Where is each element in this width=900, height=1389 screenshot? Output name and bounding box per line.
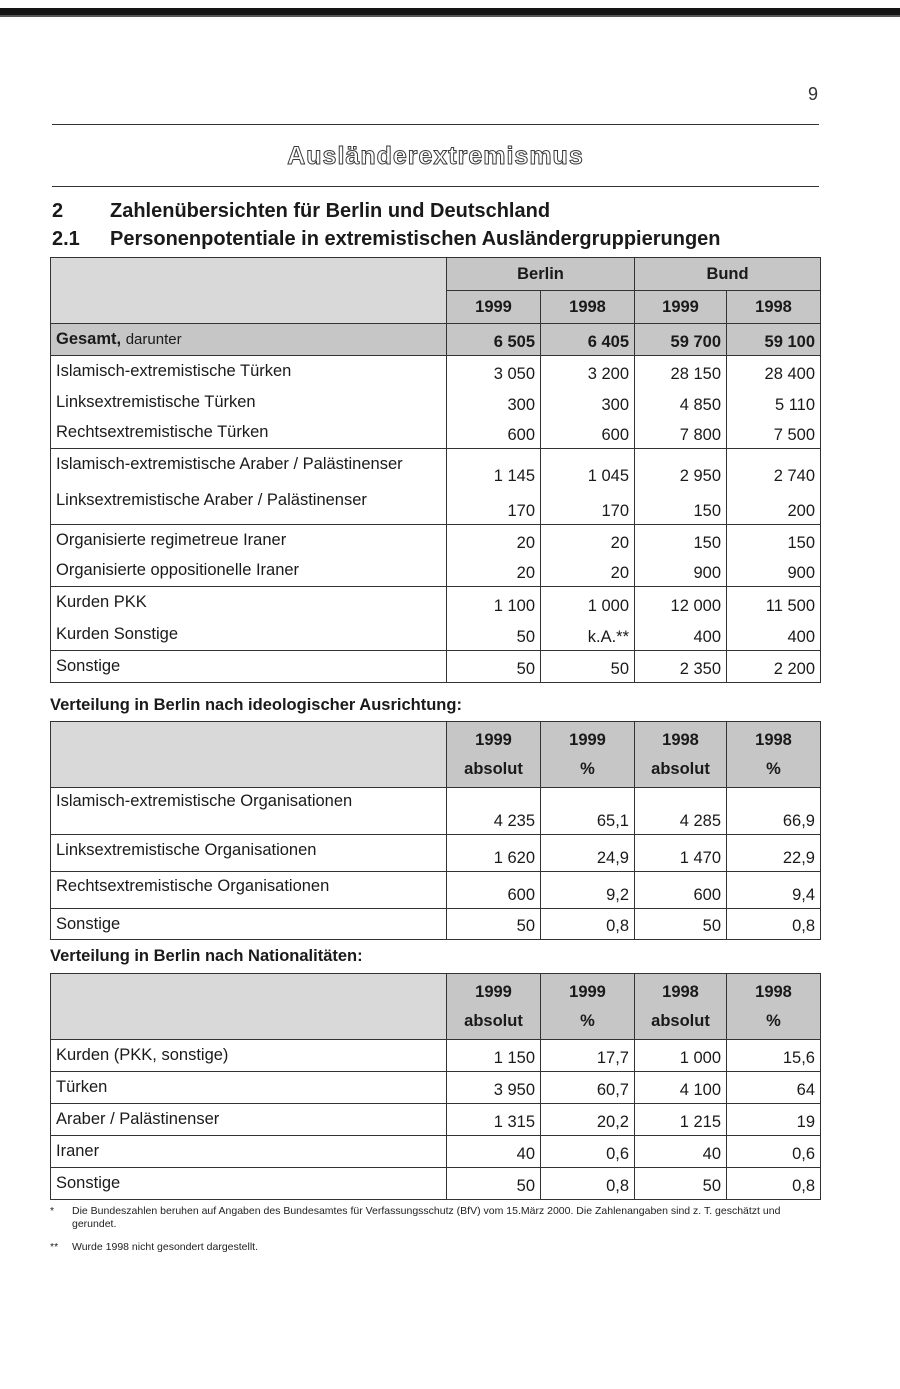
row-cell: 4 235 — [447, 788, 541, 835]
row-cell: 2 740 — [727, 449, 821, 489]
row-cell: 1 045 — [541, 449, 635, 489]
row-label: Rechtsextremistische Türken — [51, 418, 447, 449]
year-header: 1999 — [447, 291, 541, 324]
row-label: Islamisch-extremistische Araber / Palästinenser — [51, 449, 447, 489]
section-title: Zahlenübersichten für Berlin und Deutschland — [110, 200, 551, 222]
row-cell: 50 — [635, 1168, 727, 1200]
table-row — [51, 1136, 821, 1168]
row-label: Kurden (PKK, sonstige) — [51, 1040, 447, 1072]
row-cell: 1 100 — [447, 587, 541, 619]
column-header: 1999 absolut — [447, 722, 541, 788]
footnote — [50, 1205, 820, 1231]
row-cell: 170 — [447, 489, 541, 525]
row-cell: 20 — [541, 556, 635, 587]
row-cell: 40 — [635, 1136, 727, 1168]
row-cell: 1 145 — [447, 449, 541, 489]
page-number: 9 — [808, 84, 819, 104]
row-cell: 400 — [727, 619, 821, 651]
row-cell: 24,9 — [541, 835, 635, 872]
row-cell: 19 — [727, 1104, 821, 1136]
total-row — [51, 324, 821, 356]
row-cell: 9,4 — [727, 872, 821, 909]
row-cell: 170 — [541, 489, 635, 525]
footnote-mark: ** — [50, 1241, 59, 1253]
group-header-bund: Bund — [635, 258, 821, 291]
row-cell: 4 850 — [635, 387, 727, 418]
row-cell: 1 000 — [541, 587, 635, 619]
row-cell: 900 — [635, 556, 727, 587]
row-cell: 50 — [447, 909, 541, 940]
table-row — [51, 788, 821, 835]
table-row — [51, 619, 821, 651]
row-label: Linksextremistische Organisationen — [51, 835, 447, 872]
row-label: Türken — [51, 1072, 447, 1104]
row-cell: 50 — [541, 651, 635, 683]
row-cell: 0,6 — [727, 1136, 821, 1168]
row-cell: 600 — [447, 418, 541, 449]
section-number: 2 — [52, 200, 64, 222]
table-row — [51, 1072, 821, 1104]
row-cell: 2 350 — [635, 651, 727, 683]
row-cell: 3 200 — [541, 356, 635, 387]
row-cell: 1 470 — [635, 835, 727, 872]
total-cell: 59 700 — [635, 324, 727, 356]
row-cell: 1 215 — [635, 1104, 727, 1136]
total-cell: 6 405 — [541, 324, 635, 356]
year-header: 1998 — [727, 291, 821, 324]
row-label: Linksextremistische Araber / Palästinenser — [51, 489, 447, 525]
row-cell: 20,2 — [541, 1104, 635, 1136]
row-label: Organisierte oppositionelle Iraner — [51, 556, 447, 587]
row-cell: 0,8 — [727, 909, 821, 940]
row-cell: 200 — [727, 489, 821, 525]
table-row — [51, 835, 821, 872]
row-cell: 600 — [447, 872, 541, 909]
row-cell: 1 000 — [635, 1040, 727, 1072]
footnote-text: Die Bundeszahlen beruhen auf Angaben des Bundesamtes für Verfassungsschutz (BfV) vom 15.März 2000. Die Zahlenangaben sind z. T. geschätzt und gerundet. — [72, 1205, 781, 1230]
subsection-number: 2.1 — [52, 228, 80, 250]
table-row — [51, 489, 821, 525]
row-cell: 1 620 — [447, 835, 541, 872]
row-cell: 600 — [541, 418, 635, 449]
row-cell: 600 — [635, 872, 727, 909]
top-border-bar — [0, 8, 900, 15]
nationality-table — [50, 973, 821, 1200]
table-row — [51, 1104, 821, 1136]
row-cell: 28 150 — [635, 356, 727, 387]
table-row — [51, 356, 821, 387]
header-blank — [51, 258, 447, 324]
subsection-title: Personenpotentiale in extremistischen Ausländergruppierungen — [110, 228, 721, 250]
row-cell: 15,6 — [727, 1040, 821, 1072]
column-header: 1999 % — [541, 974, 635, 1040]
header-rule — [52, 124, 819, 125]
row-label: Iraner — [51, 1136, 447, 1168]
row-cell: 150 — [635, 489, 727, 525]
column-header: 1998 % — [727, 722, 821, 788]
row-cell: 3 050 — [447, 356, 541, 387]
row-cell: 0,8 — [541, 1168, 635, 1200]
footnote-text: Wurde 1998 nicht gesondert dargestellt. — [72, 1241, 259, 1253]
column-header: 1998 % — [727, 974, 821, 1040]
row-label: Islamisch-extremistische Organisationen — [51, 788, 447, 835]
section-heading — [52, 200, 550, 223]
row-cell: 20 — [541, 525, 635, 556]
row-cell: 4 285 — [635, 788, 727, 835]
table2-caption: Verteilung in Berlin nach ideologischer Ausrichtung: — [50, 696, 462, 714]
row-cell: 400 — [635, 619, 727, 651]
row-cell: 300 — [541, 387, 635, 418]
row-cell: 64 — [727, 1072, 821, 1104]
year-header: 1999 — [635, 291, 727, 324]
row-cell: 150 — [635, 525, 727, 556]
potential-table — [50, 257, 821, 683]
year-header: 1998 — [541, 291, 635, 324]
row-label: Sonstige — [51, 651, 447, 683]
table-row — [51, 387, 821, 418]
table3-caption: Verteilung in Berlin nach Nationalitäten: — [50, 947, 363, 965]
row-label: Sonstige — [51, 1168, 447, 1200]
column-header: 1999 absolut — [447, 974, 541, 1040]
row-cell: 1 315 — [447, 1104, 541, 1136]
row-cell: 20 — [447, 525, 541, 556]
row-label: Sonstige — [51, 909, 447, 940]
table-row — [51, 651, 821, 683]
column-header: 1998 absolut — [635, 722, 727, 788]
row-cell: 2 950 — [635, 449, 727, 489]
row-cell: 11 500 — [727, 587, 821, 619]
row-cell: 900 — [727, 556, 821, 587]
row-cell: 50 — [635, 909, 727, 940]
row-label: Kurden PKK — [51, 587, 447, 619]
banner-title: Ausländerextremismus — [287, 142, 584, 170]
subsection-heading — [52, 228, 721, 251]
table-row — [51, 418, 821, 449]
row-cell: 0,6 — [541, 1136, 635, 1168]
row-label: Islamisch-extremistische Türken — [51, 356, 447, 387]
row-cell: 12 000 — [635, 587, 727, 619]
row-cell: 4 100 — [635, 1072, 727, 1104]
row-cell: 65,1 — [541, 788, 635, 835]
row-cell: 22,9 — [727, 835, 821, 872]
table-row — [51, 587, 821, 619]
total-cell: 59 100 — [727, 324, 821, 356]
table-row — [51, 909, 821, 940]
row-cell: 0,8 — [727, 1168, 821, 1200]
row-cell: 20 — [447, 556, 541, 587]
total-cell: 6 505 — [447, 324, 541, 356]
table-row — [51, 525, 821, 556]
row-cell: 66,9 — [727, 788, 821, 835]
header-blank — [51, 974, 447, 1040]
row-cell: 40 — [447, 1136, 541, 1168]
table-row — [51, 556, 821, 587]
row-cell: 0,8 — [541, 909, 635, 940]
group-header-berlin: Berlin — [447, 258, 635, 291]
row-label: Araber / Palästinenser — [51, 1104, 447, 1136]
row-cell: 50 — [447, 619, 541, 651]
table-row — [51, 1168, 821, 1200]
table-row — [51, 449, 821, 489]
row-cell: 1 150 — [447, 1040, 541, 1072]
row-cell: 150 — [727, 525, 821, 556]
footnote-mark: * — [50, 1205, 55, 1217]
footnote — [50, 1241, 820, 1254]
row-cell: 50 — [447, 1168, 541, 1200]
row-label: Linksextremistische Türken — [51, 387, 447, 418]
row-label: Kurden Sonstige — [51, 619, 447, 651]
row-cell: 7 500 — [727, 418, 821, 449]
table-row — [51, 1040, 821, 1072]
row-label: Rechtsextremistische Organisationen — [51, 872, 447, 909]
row-cell: 300 — [447, 387, 541, 418]
title-rule — [52, 186, 819, 187]
row-cell: 28 400 — [727, 356, 821, 387]
table-row — [51, 872, 821, 909]
column-header: 1999 % — [541, 722, 635, 788]
row-cell: 3 950 — [447, 1072, 541, 1104]
row-cell: k.A.** — [541, 619, 635, 651]
header-blank — [51, 722, 447, 788]
column-header: 1998 absolut — [635, 974, 727, 1040]
row-cell: 60,7 — [541, 1072, 635, 1104]
ideology-table — [50, 721, 821, 940]
row-cell: 2 200 — [727, 651, 821, 683]
top-border-shadow — [0, 15, 900, 17]
row-cell: 9,2 — [541, 872, 635, 909]
total-label: Gesamt, darunter — [51, 324, 447, 356]
row-cell: 5 110 — [727, 387, 821, 418]
row-cell: 7 800 — [635, 418, 727, 449]
row-cell: 17,7 — [541, 1040, 635, 1072]
row-cell: 50 — [447, 651, 541, 683]
row-label: Organisierte regimetreue Iraner — [51, 525, 447, 556]
